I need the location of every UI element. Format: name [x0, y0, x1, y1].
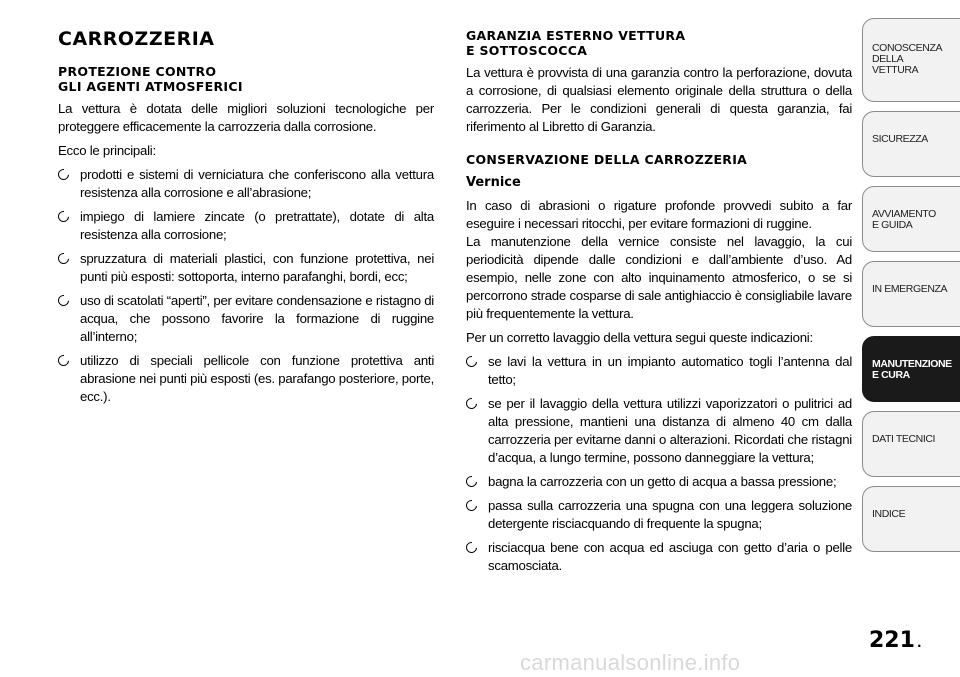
list-item-text: se per il lavaggio della vettura utilizzi vaporizzatori o pulitrici ad alta pressione, mantieni una distanza di almeno 40 cm dalla carrozzeria per evitarne danni o alterazioni. Ricordati che ristagni d’acqua, a lungo termine, possono danneggiare la vettura;: [488, 396, 852, 465]
right-column: [466, 28, 852, 581]
bullet-icon: [464, 540, 479, 555]
heading-line: PROTEZIONE CONTRO: [58, 64, 217, 79]
tab-label: INDICE: [872, 508, 906, 520]
page-number-dot: .: [916, 636, 922, 650]
chapter-tabs: [862, 18, 960, 561]
watermark: carmanualsonline.info: [520, 650, 741, 675]
tab-label: VETTURA: [872, 64, 919, 76]
heading-line: E SOTTOSCOCCA: [466, 43, 588, 58]
tab-label: DELLA: [872, 53, 904, 65]
bullet-icon: [464, 498, 479, 513]
bullet-icon: [56, 209, 71, 224]
subheading-paint: Vernice: [466, 175, 521, 190]
list-item: [466, 539, 852, 575]
tab-label: IN EMERGENZA: [872, 283, 948, 295]
bullet-icon: [464, 474, 479, 489]
list-item: [58, 292, 434, 346]
tab-emergenza[interactable]: [862, 261, 960, 327]
bullet-icon: [56, 293, 71, 308]
wash-list: [466, 353, 852, 575]
list-item-text: passa sulla carrozzeria una spugna con una leggera soluzione detergente risciacquando di frequente la spugna;: [488, 498, 852, 531]
tab-dati-tecnici[interactable]: [862, 411, 960, 477]
list-item-text: uso di scatolati “aperti”, per evitare condensazione e ristagno di acqua, che possono favorire la formazione di ruggine all’interno;: [80, 293, 434, 344]
list-item-text: utilizzo di speciali pellicole con funzione protettiva anti abrasione nei punti più esposti (es. parafango posteriore, porte, ecc.).: [80, 353, 434, 404]
tab-label: AVVIAMENTO: [872, 208, 936, 220]
list-item-text: se lavi la vettura in un impianto automatico togli l’antenna dal tetto;: [488, 354, 852, 387]
tab-label: E CURA: [872, 369, 910, 381]
list-item-text: impiego di lamiere zincate (o pretrattate), dotate di alta resistenza alla corrosione;: [80, 209, 434, 242]
list-item: [58, 250, 434, 286]
bullet-icon: [464, 396, 479, 411]
list-item: [466, 497, 852, 533]
bullet-icon: [56, 167, 71, 182]
tab-avviamento[interactable]: [862, 186, 960, 252]
warranty-paragraph: La vettura è provvista di una garanzia contro la perforazione, dovuta a corrosione, di qualsiasi elemento originale della struttura o della carrozzeria. Per le condizioni generali di questa garanzia, fai riferimento al Libretto di Garanzia.: [466, 65, 852, 134]
wash-intro: Per un corretto lavaggio della vettura segui queste indicazioni:: [466, 330, 813, 345]
spacer: [466, 142, 852, 152]
heading-line: GLI AGENTI ATMOSFERICI: [58, 79, 243, 94]
list-intro: Ecco le principali:: [58, 143, 156, 158]
tab-sicurezza[interactable]: [862, 111, 960, 177]
tab-manutenzione[interactable]: [862, 336, 960, 402]
bullet-icon: [464, 354, 479, 369]
section-heading-protection: [58, 64, 434, 94]
list-item-text: risciacqua bene con acqua ed asciuga con getto d’aria o pelle scamosciata.: [488, 540, 852, 573]
list-item-text: bagna la carrozzeria con un getto di acqua a bassa pressione;: [488, 474, 837, 489]
tab-label: MANUTENZIONE: [872, 358, 952, 370]
bullet-icon: [56, 353, 71, 368]
list-item: [466, 353, 852, 389]
left-column: [58, 28, 434, 412]
tab-label: CONOSCENZA: [872, 42, 943, 54]
section-heading-conservation: CONSERVAZIONE DELLA CARROZZERIA: [466, 152, 748, 167]
heading-line: GARANZIA ESTERNO VETTURA: [466, 28, 686, 43]
tab-label: E GUIDA: [872, 219, 913, 231]
tab-label: DATI TECNICI: [872, 433, 936, 445]
list-item: [466, 395, 852, 467]
list-item: [58, 352, 434, 406]
page-number: [869, 628, 922, 653]
protection-list: [58, 166, 434, 406]
paint-paragraph-1: In caso di abrasioni o rigature profonde provvedi subito a far eseguire i necessari ritocchi, per evitare formazioni di ruggine.: [466, 198, 852, 231]
intro-paragraph: La vettura è dotata delle migliori soluzioni tecnologiche per proteggere efficacemente la carrozzeria dalla corrosione.: [58, 101, 434, 134]
list-item-text: prodotti e sistemi di verniciatura che conferiscono alla vettura resistenza alla corrosione e all’abrasione;: [80, 167, 434, 200]
paint-paragraph-2: La manutenzione della vernice consiste nel lavaggio, la cui periodicità dipende dalle condizioni e dall’ambiente d’uso. Ad esempio, nelle zone con alto inquinamento atmosferico, o se si percorrono strade cosparse di sale antighiaccio è consigliabile lavare più frequentemente la vettura.: [466, 234, 852, 321]
bullet-icon: [56, 251, 71, 266]
page-title: CARROZZERIA: [58, 28, 215, 50]
list-item: [58, 166, 434, 202]
tab-label: SICUREZZA: [872, 133, 928, 145]
tab-indice[interactable]: [862, 486, 960, 552]
section-heading-warranty: [466, 28, 852, 58]
tab-conoscenza[interactable]: [862, 18, 960, 102]
list-item: [466, 473, 852, 491]
list-item-text: spruzzatura di materiali plastici, con funzione protettiva, nei punti più esposti: sottoporta, interno parafanghi, bordi, ecc;: [80, 251, 434, 284]
page-number-text: 221: [869, 628, 915, 653]
list-item: [58, 208, 434, 244]
